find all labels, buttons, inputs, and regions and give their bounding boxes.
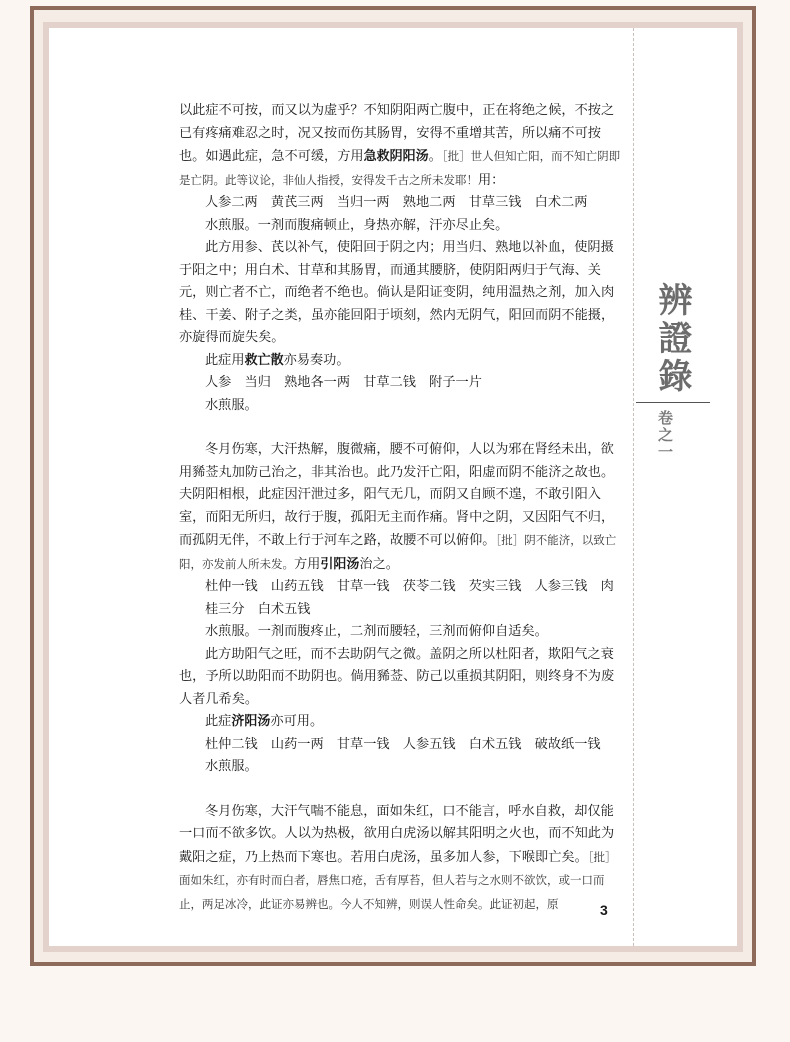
paragraph: 此方用参、芪以补气，使阳回于阴之内；用当归、熟地以补血，使阴摄于阳之中；用白术、甘草和其肠胃，而通其腰脐，使阴阳两归于气海、关元，则亡者不亡，而绝者不绝也。倘认是阳证变阴，纯用温热之剂，加入肉桂、干姜、附子之类，虽亦能回阳于顷刻，然内无阴气，阳回而阴不能摄，亦旋得而旋失矣。 bbox=[179, 240, 615, 345]
prescription-ingredients: 杜仲一钱 山药五钱 甘草一钱 茯苓二钱 芡实三钱 人参三钱 肉桂三分 白术五钱 bbox=[205, 579, 614, 617]
paragraph: 此方助阳气之旺，而不去助阴气之微。盖阴之所以杜阳者，欺阳气之衰也，予所以助阳而不助阴也。倘用豨莶、防己以重损其阴阳，则终身不为废人者几希矣。 bbox=[179, 646, 615, 707]
page-body bbox=[179, 100, 622, 916]
paragraph: 水煎服。 bbox=[205, 397, 258, 413]
commentary-note: ［批］阴不能济，以致亡阳，亦发前人所未发。 bbox=[179, 533, 617, 571]
sidebar-rule bbox=[636, 402, 710, 403]
volume-label: 卷之一 bbox=[656, 410, 674, 461]
paragraph: 以此症不可按，而又以为虚乎？不知阴阳两亡腹中，正在将绝之候，不按之已有疼痛难忍之时，况又按而伤其肠胃，安得不重增其苦，所以痛不可按也。如遇此症，急不可缓，方用急救阴阳汤。［批］世人但知亡阳，而不知亡阴即是亡阴。此等议论，非仙人指授，安得发千古之所未发耶！用： bbox=[179, 103, 621, 188]
paragraph: 此症济阳汤亦可用。 bbox=[205, 714, 324, 729]
paragraph: 冬月伤寒，大汗热解，腹微痛，腰不可俯仰，人以为邪在肾经未出，欲用豨莶丸加防己治之，非其治也。此乃发汗亡阳，阳虚而阴不能济之故也。夫阴阳相根，此症因汗泄过多，阳气无几，而阴又自顾不遑，不敢引阳入室，而阳无所归，故行于腹，孤阳无主而作痛。肾中之阴，又因阳气不归，而孤阴无伴，不敢上行于河车之路，故腰不可以俯仰。［批］阴不能济，以致亡阳，亦发前人所未发。方用引阳汤治之。 bbox=[179, 442, 617, 572]
margin-divider bbox=[633, 28, 634, 946]
commentary-note: ［批］面如朱红，亦有时而白者，唇焦口疮，舌有厚苔，但人若与之水则不欲饮，或一口而止，两足冰冷，此证亦易辨也。今人不知辨，则误人性命矣。此证初起，原 bbox=[179, 849, 617, 911]
formula-name: 急救阴阳汤 bbox=[363, 149, 429, 164]
paragraph: 水煎服。 bbox=[205, 759, 258, 774]
paragraph: 水煎服。一剂而腹痛顿止，身热亦解，汗亦尽止矣。 bbox=[205, 217, 509, 233]
paragraph: 冬月伤寒，大汗气喘不能息，面如朱红，口不能言，呼水自救，却仅能一口而不欲多饮。人以为热极，欲用白虎汤以解其阳明之火也，而不知此为戴阳之症，乃上热而下寒也。若用白虎汤，虽多加人参，下喉即亡矣。［批］面如朱红，亦有时而白者，唇焦口疮，舌有厚苔，但人若与之水则不欲饮，或一口而止，两足冰冷，此证亦易辨也。今人不知辨，则误人性命矣。此证初起，原 bbox=[179, 803, 617, 911]
commentary-note: ［批］世人但知亡阳，而不知亡阴即是亡阴。此等议论，非仙人指授，安得发千古之所未发耶！ bbox=[179, 149, 621, 187]
book-title: 辨證錄 bbox=[652, 282, 692, 396]
prescription-ingredients: 人参二两 黄芪三两 当归一两 熟地二两 甘草三钱 白术二两 bbox=[205, 195, 588, 210]
formula-name: 济阳汤 bbox=[231, 714, 271, 729]
formula-name: 引阳汤 bbox=[320, 556, 360, 572]
paragraph: 此症用救亡散亦易奏功。 bbox=[205, 352, 350, 368]
prescription-ingredients: 杜仲二钱 山药一两 甘草一钱 人参五钱 白术五钱 破故纸一钱 bbox=[205, 736, 601, 752]
prescription-ingredients: 人参 当归 熟地各一两 甘草二钱 附子一片 bbox=[205, 375, 482, 390]
paragraph: 水煎服。一剂而腹疼止，二剂而腰轻，三剂而俯仰自适矣。 bbox=[205, 624, 548, 639]
page-number: 3 bbox=[600, 902, 608, 918]
formula-name: 救亡散 bbox=[244, 352, 284, 368]
